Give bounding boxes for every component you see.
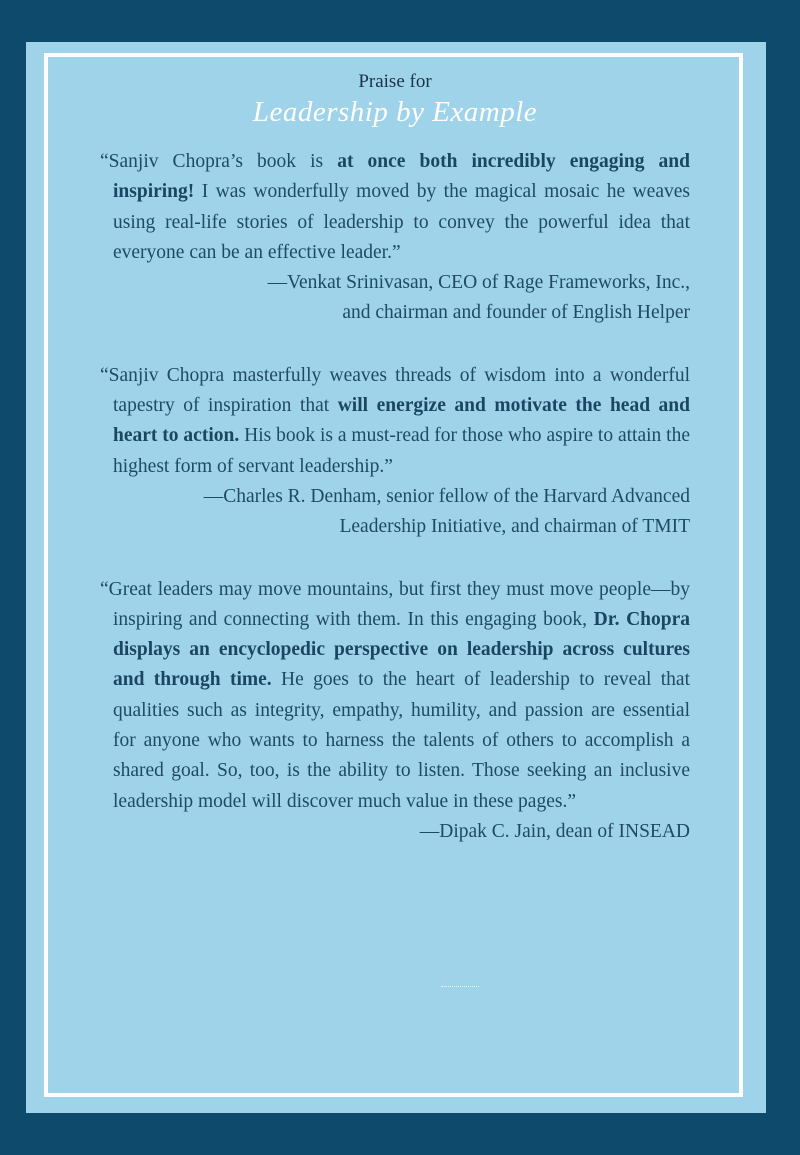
quote-3 [100,575,690,817]
quote-1-attribution: —Venkat Srinivasan, CEO of Rage Frameworks, Inc., [267,272,690,294]
quote-1 [100,147,690,268]
quote-2-highlight: will energize and motivate the head and heart to action. [113,395,690,447]
book-title: Leadership by Example [252,96,538,128]
praise-for-label: Praise for [358,71,432,92]
quote-2 [100,361,690,482]
quote-2-attribution: —Charles R. Denham, senior fellow of the Harvard Advanced [203,485,690,507]
praise-content [100,70,690,847]
quote-2-text: “Sanjiv Chopra masterfully weaves threads of wisdom into a wonderful tapestry of inspiration that [100,364,690,417]
quote-1-text-end: I was wonderfully moved by the magical mosaic he weaves using real-life stories of leadership to convey the powerful idea that everyone can be an effective leader.” [113,181,690,263]
quote-3-highlight: Dr. Chopra displays an encyclopedic perspective on leadership across cultures and through time. [113,608,690,691]
quote-1-text: “Sanjiv Chopra’s book is [100,151,338,172]
quote-1-highlight: at once both incredibly engaging and inspiring! [113,151,690,203]
quote-3-text-end: He goes to the heart of leadership to reveal that qualities such as integrity, empathy, humility, and passion are essential for anyone who wants to harness the talents of others to accomplish a shared goal. So, too, is the ability to listen. Those seeking an inclusive leadership model will discover much value in these pages.” [113,669,690,812]
decorative-dots [441,986,479,989]
quote-2-attribution-cont: Leadership Initiative, and chairman of TMIT [339,516,690,538]
quote-2-text-end: His book is a must-read for those who aspire to attain the highest form of servant leadership.” [113,425,690,477]
quote-3-text: “Great leaders may move mountains, but first they must move people—by inspiring and connecting with them. In this engaging book, [100,578,690,630]
quote-3-attribution: —Dipak C. Jain, dean of INSEAD [419,820,690,842]
quote-1-attribution-cont: and chairman and founder of English Helper [342,302,690,324]
